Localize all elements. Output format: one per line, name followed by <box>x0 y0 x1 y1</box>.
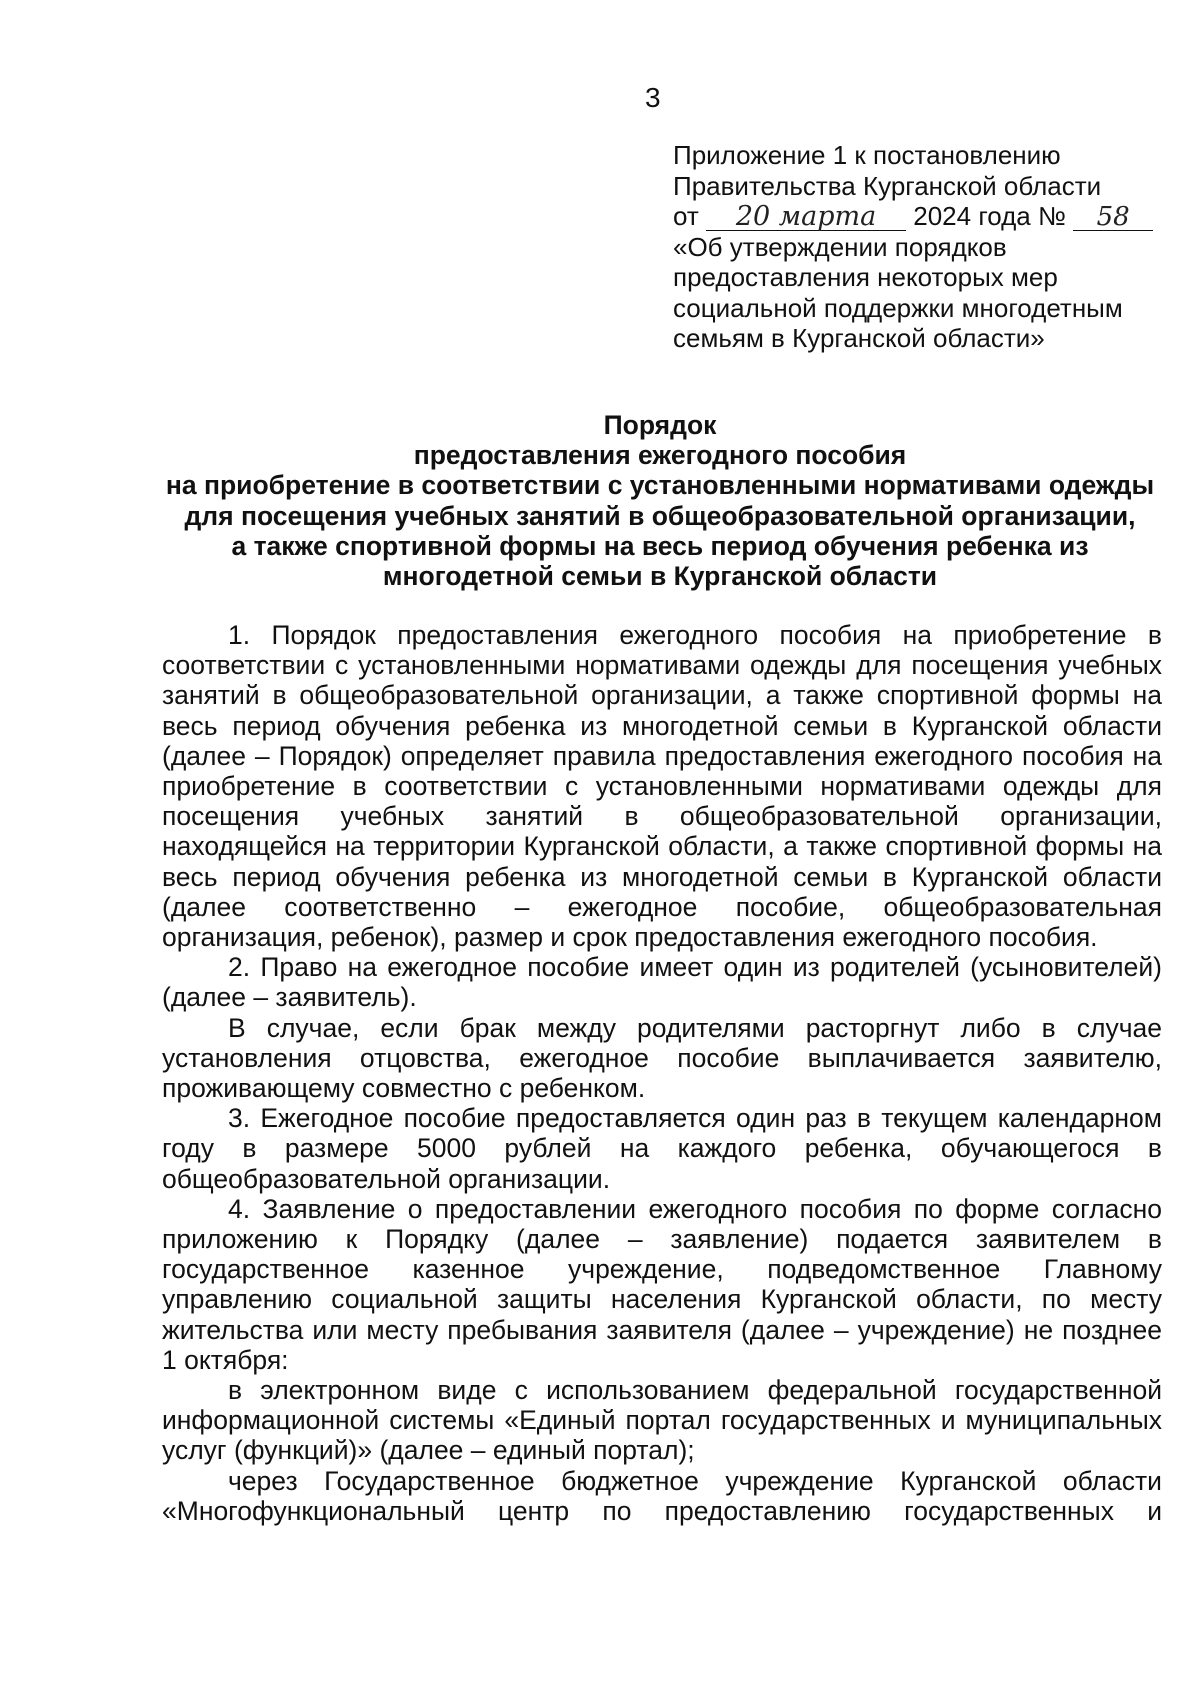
paragraph-4: 3. Ежегодное пособие предоставляется один раз в текущем календарном году в размере 5000 рублей на каждого ребенка, обучающегося в общеобразовательной организации. <box>162 1103 1162 1194</box>
annex-line-5: предоставления некоторых мер <box>673 262 1058 292</box>
annex-line-1: Приложение 1 к постановлению <box>673 140 1061 170</box>
title-line-6: многодетной семьи в Курганской области <box>382 561 938 592</box>
document-title <box>160 410 1160 591</box>
paragraph-2: 2. Право на ежегодное пособие имеет один из родителей (усыновителей) (далее – заявитель). <box>162 952 1162 1013</box>
annex-line-7: семьям в Курганской области» <box>673 323 1045 353</box>
title-line-4: для посещения учебных занятий в общеобразовательной организации, <box>184 500 1136 531</box>
paragraph-6: в электронном виде с использованием федеральной государственной информационной системы «Единый портал государственных и муниципальных услуг (функций)» (далее – единый портал); <box>162 1375 1162 1466</box>
paragraph-5: 4. Заявление о предоставлении ежегодного пособия по форме согласно приложению к Порядку (далее – заявление) подается заявителем в государственное казенное учреждение, подведомственное Главному управлению социальной защиты населения Курганской области, по месту жительства или месту пребывания заявителя (далее – учреждение) не позднее 1 октября: <box>162 1193 1162 1375</box>
document-body <box>162 620 1162 1526</box>
page-number: 3 <box>645 82 661 113</box>
annex-line-2: Правительства Курганской области <box>673 170 1102 201</box>
annex-year-text: 2024 года № <box>913 201 1066 231</box>
handwritten-date: 20 марта <box>706 204 906 231</box>
paragraph-1: 1. Порядок предоставления ежегодного пособия на приобретение в соответствии с установленными нормативами одежды для посещения учебных занятий в общеобразовательной организации, а также спортивной формы на весь период обучения ребенка из многодетной семьи в Курганской области (далее – Порядок) определяет правила предоставления ежегодного пособия на приобретение в соответствии с установленными нормативами одежды для посещения учебных занятий в общеобразовательной организации, находящейся на территории Курганской области, а также спортивной формы на весь период обучения ребенка из многодетной семьи в Курганской области (далее соответственно – ежегодное пособие, общеобразовательная организация, ребенок), размер и срок предоставления ежегодного пособия. <box>162 620 1162 953</box>
annex-line-6: социальной поддержки многодетным <box>673 292 1123 323</box>
title-line-5: а также спортивной формы на весь период обучения ребенка из <box>231 530 1089 561</box>
title-line-1: Порядок <box>603 410 717 440</box>
annex-date-line <box>673 201 1173 232</box>
paragraph-7: через Государственное бюджетное учреждение Курганской области «Многофункциональный центр по предоставлению государственных и <box>162 1465 1162 1526</box>
paragraph-3: В случае, если брак между родителями расторгнут либо в случае установления отцовства, ежегодное пособие выплачивается заявителю, проживающему совместно с ребенком. <box>162 1012 1162 1104</box>
annex-date-prefix: от <box>673 201 699 231</box>
handwritten-number: 58 <box>1073 204 1153 231</box>
annex-header <box>673 140 1173 354</box>
annex-line-4: «Об утверждении порядков <box>673 231 1007 262</box>
title-line-2: предоставления ежегодного пособия <box>413 440 907 471</box>
title-line-3: на приобретение в соответствии с установленными нормативами одежды <box>165 470 1155 501</box>
